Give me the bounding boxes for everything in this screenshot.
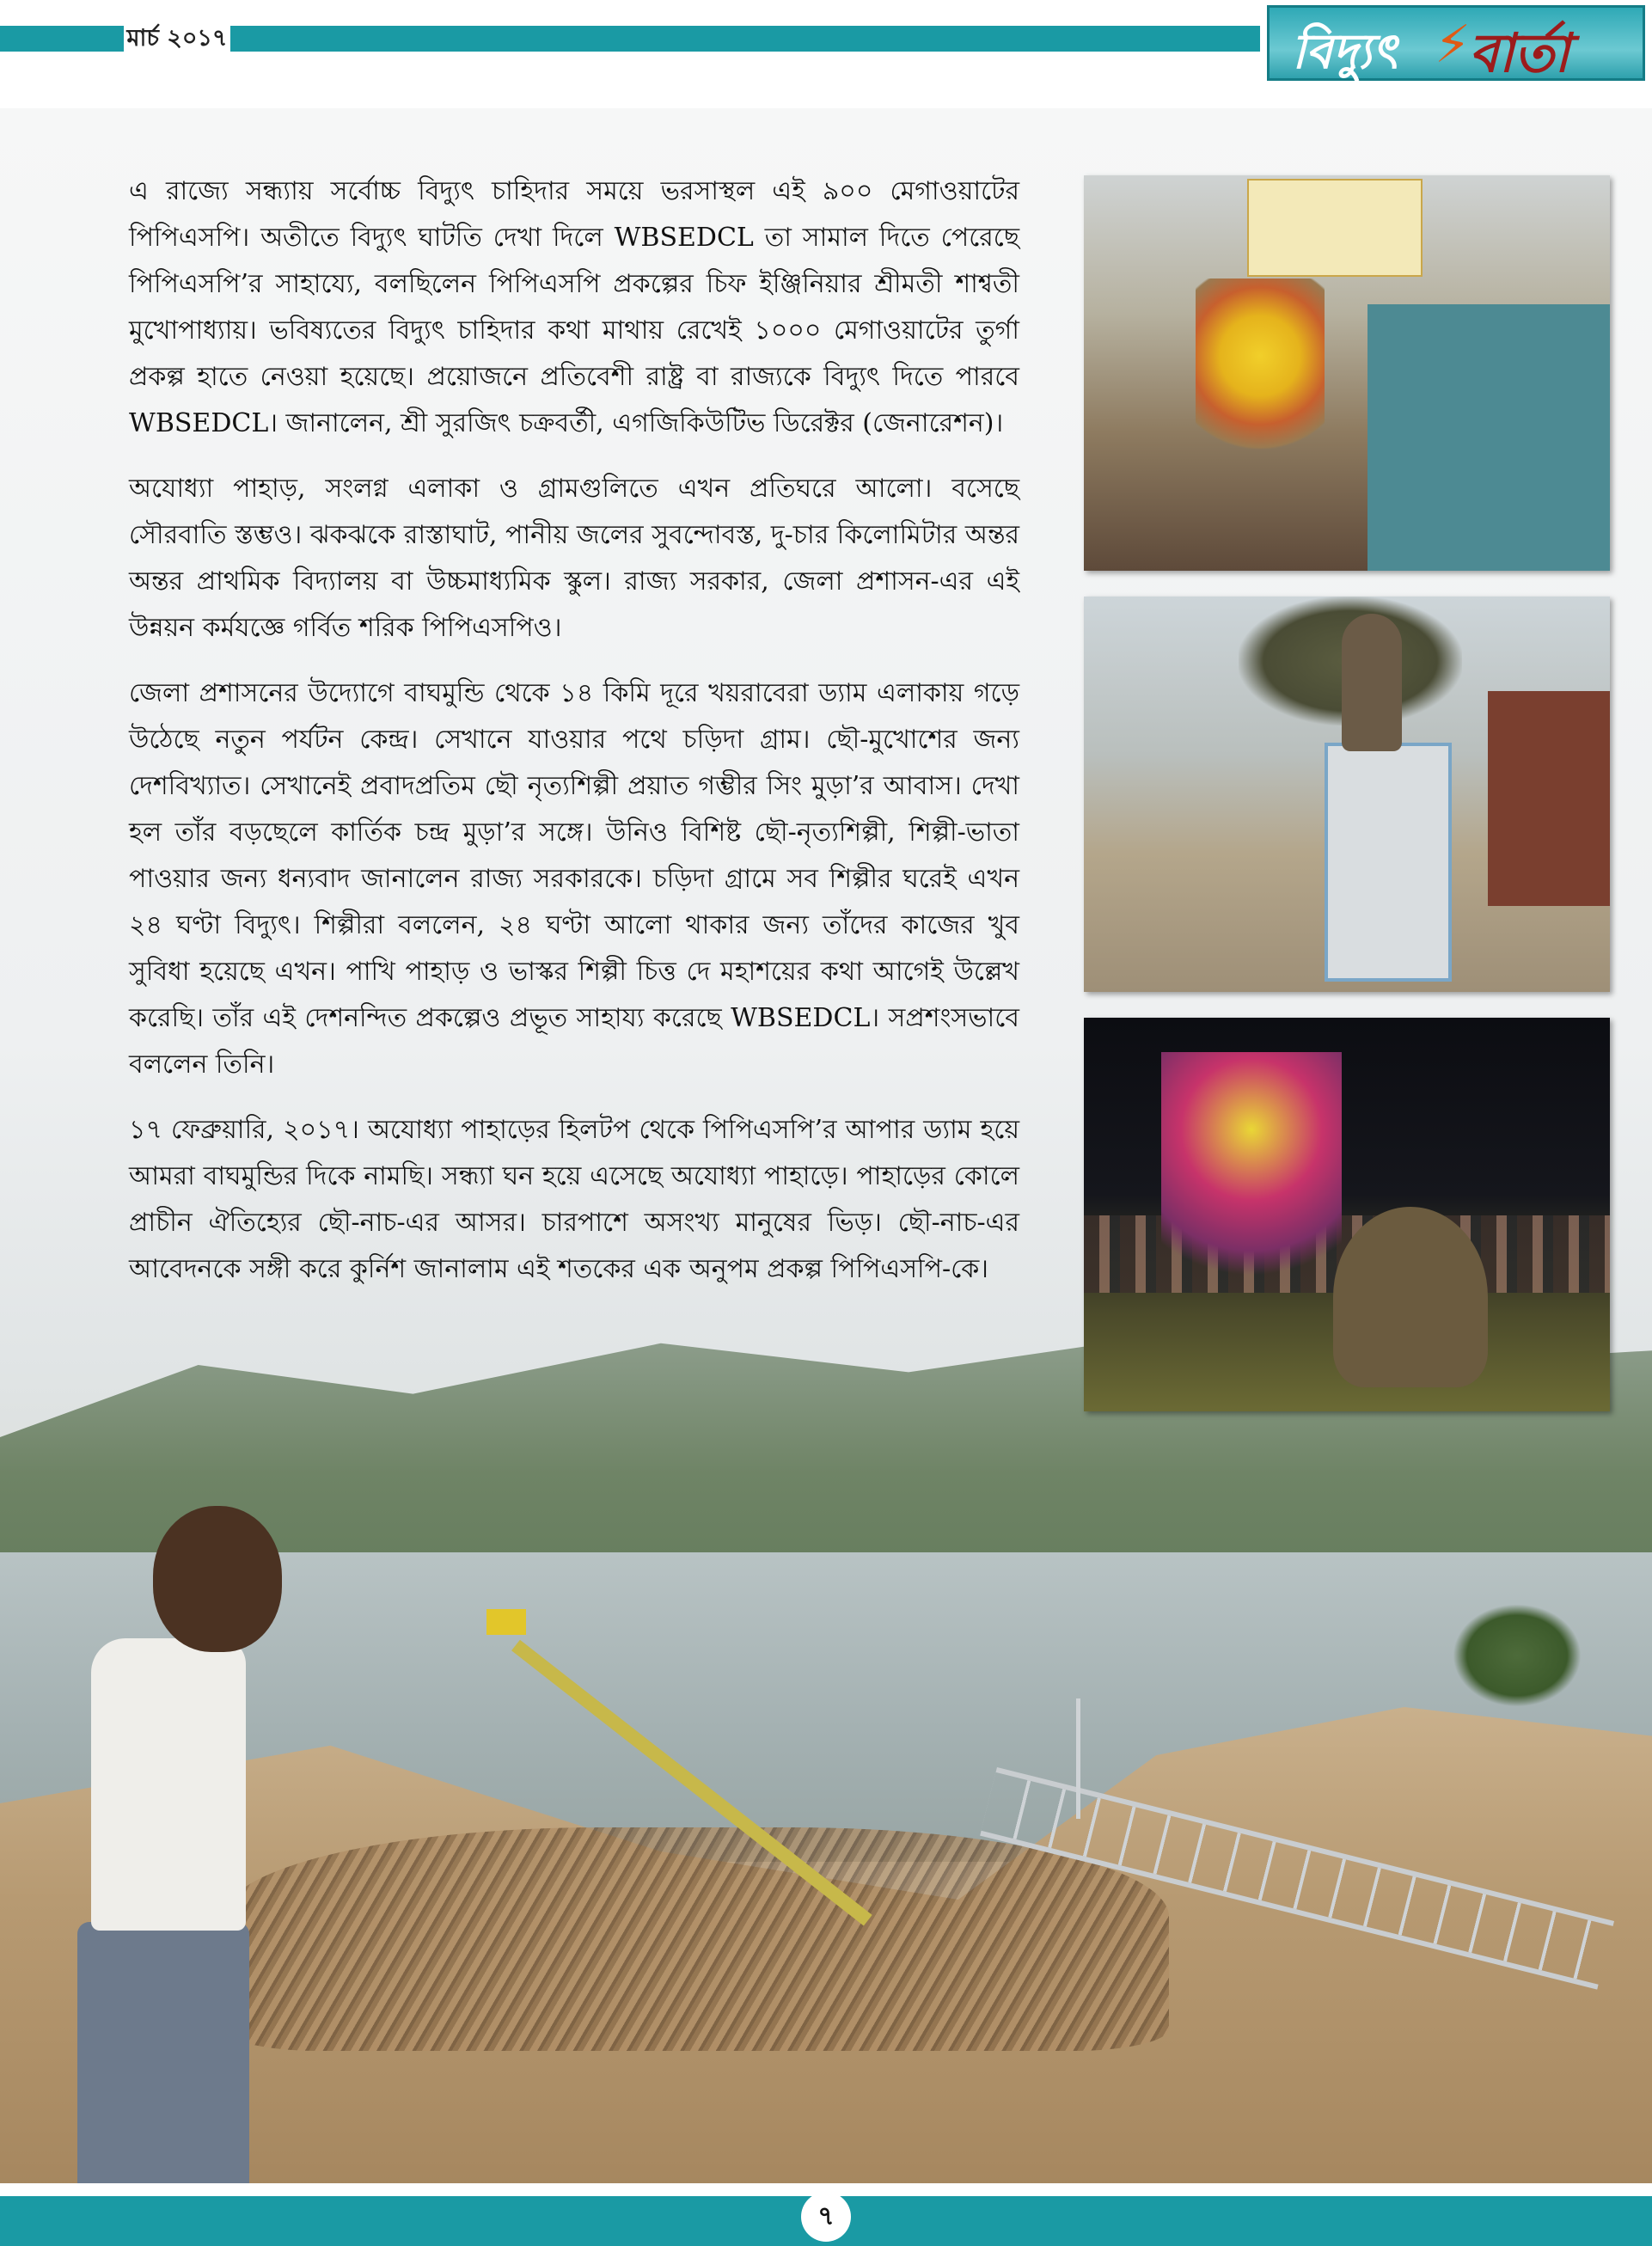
lamp-post xyxy=(1076,1698,1080,1819)
masthead-logo xyxy=(1260,0,1652,86)
floating-platform xyxy=(486,1609,526,1635)
photo-chhau-mask-shop xyxy=(1084,175,1610,571)
article-body xyxy=(129,168,1019,1312)
blue-wall xyxy=(1367,304,1610,571)
photo-chhau-dance xyxy=(1084,1018,1610,1411)
logo-text-bidyut: বিদ্যুৎ xyxy=(1292,23,1398,80)
logo-panel xyxy=(1267,5,1645,84)
chhau-dancer xyxy=(1161,1052,1342,1310)
chhau-mask xyxy=(1196,278,1325,450)
man-head xyxy=(153,1506,282,1652)
article-paragraph-4: ১৭ ফেব্রুয়ারি, ২০১৭। অযোধ্যা পাহাড়ের হিলটপ থেকে পিপিএসপি’র আপার ড্যাম হয়ে আমরা বাঘমুন্ডির দিকে নামছি। সন্ধ্যা ঘন হয়ে এসেছে অযোধ্যা পাহাড়ে। পাহাড়ের কোলে প্রাচীন ঐতিহ্যের ছৌ-নাচ-এর আসর। চারপাশে অসংখ্য মানুষের ভিড়। ছৌ-নাচ-এর আবেদনকে সঙ্গী করে কুর্নিশ জানালাম এই শতকের এক অনুপম প্রকল্প পিপিএসপি-কে। xyxy=(129,1115,1019,1284)
photo-statue-memorial xyxy=(1084,597,1610,992)
page-number: ৭ xyxy=(801,2192,851,2242)
man-trousers xyxy=(77,1922,249,2183)
man-shirt xyxy=(91,1638,246,1931)
issue-date: মার্চ ২০১৭ xyxy=(124,22,230,55)
statue xyxy=(1342,614,1402,751)
article-paragraph-3: জেলা প্রশাসনের উদ্যোগে বাঘমুন্ডি থেকে ১৪ কিমি দূরে খয়রাবেরা ড্যাম এলাকায় গড়ে উঠেছে নতুন পর্যটন কেন্দ্র। সেখানে যাওয়ার পথে চড়িদা গ্রাম। ছৌ-মুখোশের জন্য দেশবিখ্যাত। সেখানেই প্রবাদপ্রতিম ছৌ নৃত্যশিল্পী প্রয়াত গম্ভীর সিং মুড়া’র আবাস। দেখা হল তাঁর বড়ছেলে কার্তিক চন্দ্র মুড়া’র সঙ্গে। উনিও বিশিষ্ট ছৌ-নৃত্যশিল্পী, শিল্পী-ভাতা পাওয়ার জন্য ধন্যবাদ জানালেন রাজ্য সরকারকে। চড়িদা গ্রামে সব শিল্পীর ঘরেই এখন ২৪ ঘণ্টা বিদ্যুৎ। শিল্পীরা বললেন, ২৪ ঘণ্টা আলো থাকার জন্য তাঁদের কাজের খুব সুবিধা হয়েছে এখন। পাখি পাহাড় ও ভাস্কর শিল্পী চিত্ত দে মহাশয়ের কথা আগেই উল্লেখ করেছি। তাঁর এই দেশনন্দিত প্রকল্পেও প্রভূত সাহায্য করেছে WBSEDCL। সপ্রশংসভাবে বললেন তিনি। xyxy=(129,678,1019,1080)
shop-signboard xyxy=(1247,179,1423,277)
logo-text-barta: বার্তা xyxy=(1469,21,1569,84)
brick-house xyxy=(1488,691,1610,906)
background-brushwood xyxy=(223,1827,1169,2051)
lightning-bolt-icon: ⚡ xyxy=(1435,15,1472,75)
lion-costume-dancer xyxy=(1333,1207,1488,1387)
memorial-plinth xyxy=(1325,743,1452,982)
palm-tree xyxy=(1453,1604,1582,1707)
article-paragraph-2: অযোধ্যা পাহাড়, সংলগ্ন এলাকা ও গ্রামগুলিতে এখন প্রতিঘরে আলো। বসেছে সৌরবাতি স্তম্ভও। ঝকঝকে রাস্তাঘাট, পানীয় জলের সুবন্দোবস্ত, দু-চার কিলোমিটার অন্তর অন্তর প্রাথমিক বিদ্যালয় বা উচ্চমাধ্যমিক স্কুল। রাজ্য সরকার, জেলা প্রশাসন-এর এই উন্নয়ন কর্মযজ্ঞে গর্বিত শরিক পিপিএসপিও। xyxy=(129,474,1019,643)
article-paragraph-1: এ রাজ্যে সন্ধ্যায় সর্বোচ্চ বিদ্যুৎ চাহিদার সময়ে ভরসাস্থল এই ৯০০ মেগাওয়াটের পিপিএসপি। অতীতে বিদ্যুৎ ঘাটতি দেখা দিলে WBSEDCL তা সামাল দিতে পেরেছে পিপিএসপি’র সাহায্যে, বলছিলেন পিপিএসপি প্রকল্পের চিফ ইঞ্জিনিয়ার শ্রীমতী শাশ্বতী মুখোপাধ্যায়। ভবিষ্যতের বিদ্যুৎ চাহিদার কথা মাথায় রেখেই ১০০০ মেগাওয়াটের তুর্গা প্রকল্প হাতে নেওয়া হয়েছে। প্রয়োজনে প্রতিবেশী রাষ্ট্র বা রাজ্যকে বিদ্যুৎ দিতে পারবে WBSEDCL। জানালেন, শ্রী সুরজিৎ চক্রবর্তী, এগজিকিউটিভ ডিরেক্টর (জেনারেশন)। xyxy=(129,176,1019,438)
